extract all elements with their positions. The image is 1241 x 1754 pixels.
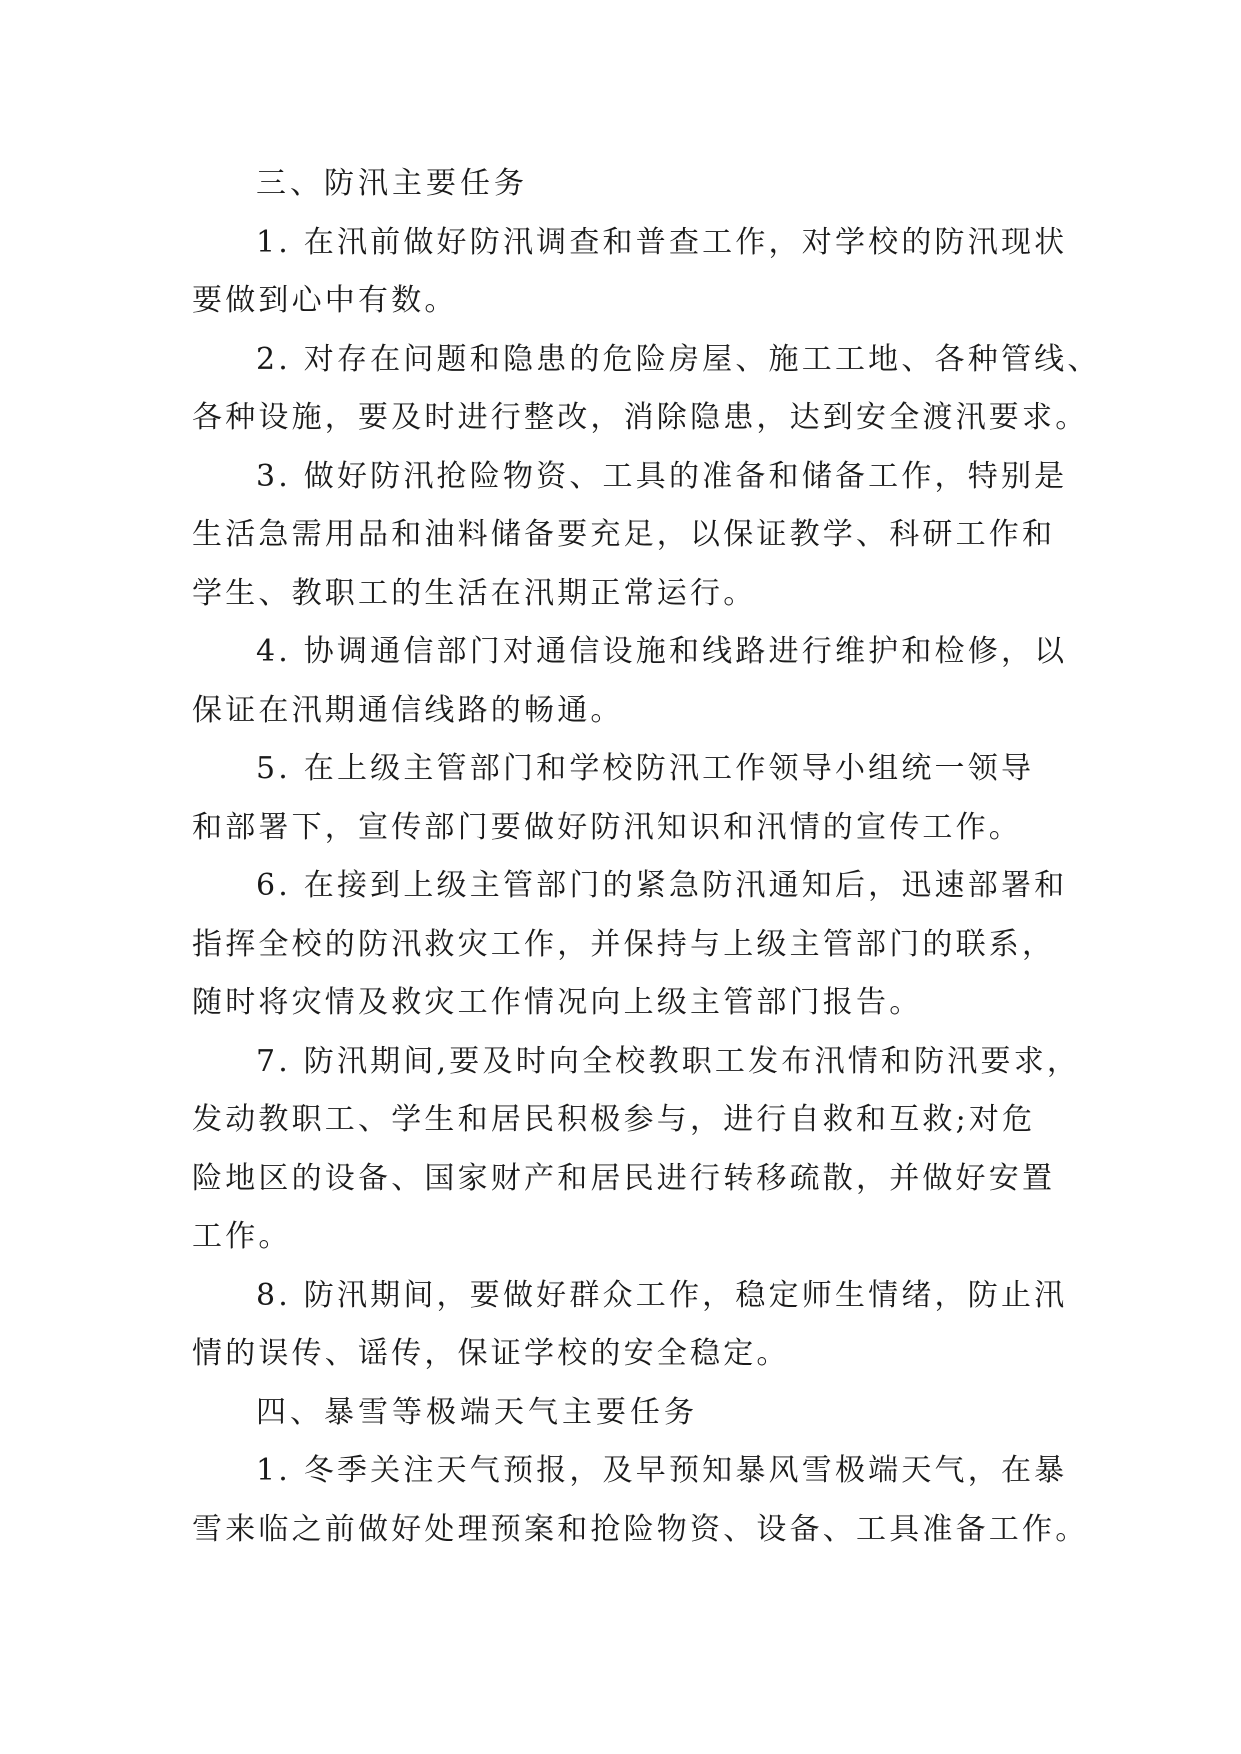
text-line: 随时将灾情及救灾工作情况向上级主管部门报告。 [192,985,923,1020]
text-line: 险地区的设备、国家财产和居民进行转移疏散，并做好安置 [192,1160,1056,1196]
text-line: 各种设施，要及时进行整改，消除隐患，达到安全渡汛要求。 [192,400,1089,435]
text-line: 要做到心中有数。 [192,283,458,318]
text-line: 指挥全校的防汛救灾工作，并保持与上级主管部门的联系， [192,926,1056,962]
text-line: 学生、教职工的生活在汛期正常运行。 [192,575,757,611]
text-line: 生活急需用品和油料储备要充足，以保证教学、科研工作和 [192,517,1056,552]
text-line: 6. 在接到上级主管部门的紧急防汛通知后，迅速部署和 [256,868,1068,903]
section-3-item-2 [192,331,1101,448]
section-3-item-6 [192,857,1068,1033]
text-line: 1. 在汛前做好防汛调查和普查工作，对学校的防汛现状 [256,224,1068,260]
section-3-item-5 [192,740,1056,857]
text-line: 5. 在上级主管部门和学校防汛工作领导小组统一领导 [256,751,1035,786]
section-3-item-8 [192,1267,1068,1384]
section-3-item-1 [192,214,1068,331]
text-line: 情的误传、谣传，保证学校的安全稳定。 [192,1336,790,1371]
text-line: 1. 冬季关注天气预报，及早预知暴风雪极端天气，在暴 [256,1453,1068,1488]
text-line: 3. 做好防汛抢险物资、工具的准备和储备工作，特别是 [256,458,1068,494]
text-line: 工作。 [192,1219,292,1254]
section-3-item-7 [192,1033,1081,1267]
text-line: 8. 防汛期间，要做好群众工作，稳定师生情绪，防止汛 [256,1277,1068,1313]
text-line: 和部署下，宣传部门要做好防汛知识和汛情的宣传工作。 [192,809,1022,845]
document-page [192,155,1101,1559]
text-line: 4. 协调通信部门对通信设施和线路进行维护和检修，以 [256,634,1068,669]
section-4-heading: 四、暴雪等极端天气主要任务 [256,1394,698,1430]
text-line: 保证在汛期通信线路的畅通。 [192,692,624,728]
section-3-heading: 三、防汛主要任务 [256,166,528,201]
text-line: 发动教职工、学生和居民积极参与，进行自救和互救;对危 [192,1102,1036,1137]
text-line: 2. 对存在问题和隐患的危险房屋、施工工地、各种管线、 [256,341,1101,377]
text-line: 雪来临之前做好处理预案和抢险物资、设备、工具准备工作。 [192,1511,1089,1547]
section-4-item-1 [192,1442,1089,1559]
section-3-item-4 [192,623,1068,740]
section-3-item-3 [192,448,1068,624]
text-line: 7. 防汛期间,要及时向全校教职工发布汛情和防汛要求， [256,1043,1081,1079]
